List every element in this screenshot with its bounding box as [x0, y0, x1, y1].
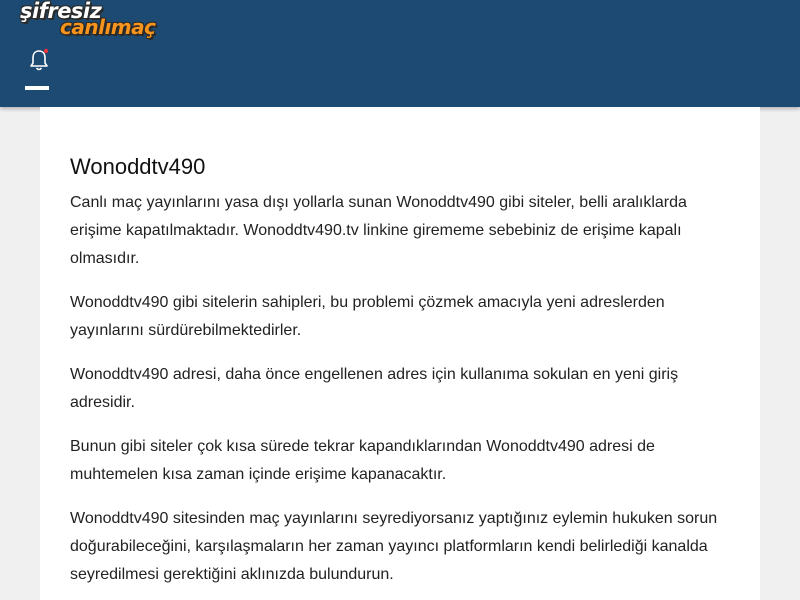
article-paragraph: Wonoddtv490 gibi sitelerin sahipleri, bu problemi çözmek amacıyla yeni adreslerden yayınlarını sürdürebilmektedirler.: [70, 294, 665, 339]
logo-line-top: şifresiz: [20, 0, 102, 23]
article-paragraph: Bunun gibi siteler çok kısa sürede tekrar kapandıklarından Wonoddtv490 adresi de muhtemelen kısa zaman içinde erişime kapanacaktır.: [70, 438, 655, 483]
site-header: [0, 0, 800, 107]
article-container: [40, 107, 760, 600]
logo-line-bottom: canlımaç: [60, 15, 156, 39]
article-paragraph: Wonoddtv490 sitesinden maç yayınlarını seyrediyorsanız yaptığınız eylemin hukuken sorun doğurabileceğini, karşılaşmaların her zaman yayıncı platformların kendi belirlediği kanalda seyredilmesi gerektiğini aklınızda bulundurun.: [70, 510, 718, 583]
article-paragraph: Wonoddtv490 adresi, daha önce engellenen adres için kullanıma sokulan en yeni giriş adresidir.: [70, 366, 679, 411]
article-paragraph: Canlı maç yayınlarını yasa dışı yollarla sunan Wonoddtv490 gibi siteler, belli aralıklarda erişime kapatılmaktadır. Wonoddtv490.tv linkine girememe sebebiniz de erişime kapalı olmasıdır.: [70, 194, 687, 267]
notification-dot: [44, 49, 48, 53]
page-title: Wonoddtv490: [70, 154, 206, 179]
site-logo[interactable]: [20, 0, 166, 42]
hamburger-icon: [25, 86, 49, 90]
bell-icon[interactable]: [28, 48, 50, 72]
menu-button[interactable]: [25, 80, 49, 96]
